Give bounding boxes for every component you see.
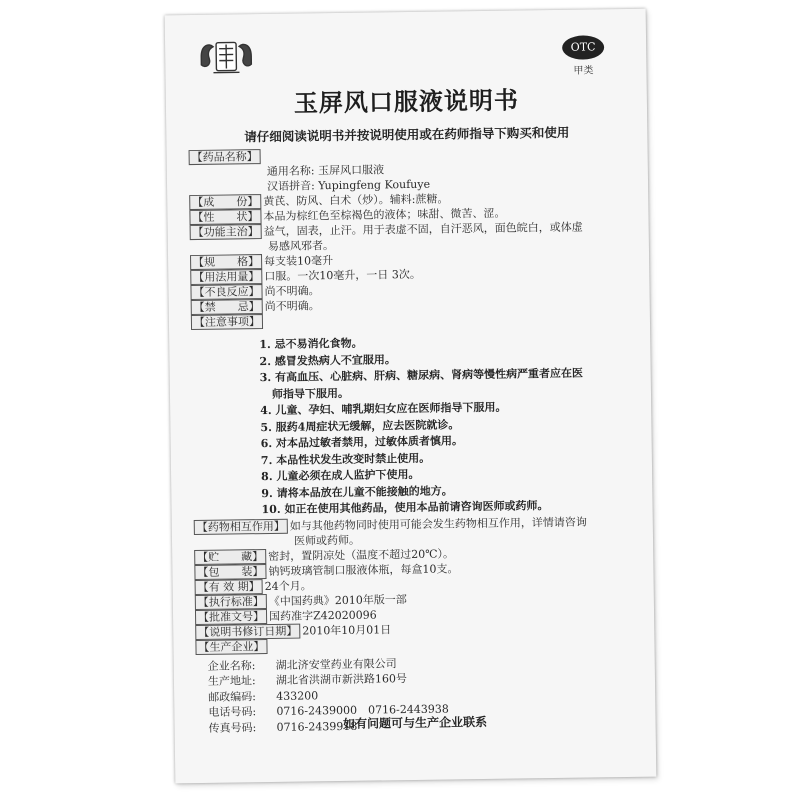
revision-value: 2010年10月01日 <box>302 622 392 638</box>
storage-value: 密封，置阴凉处（温度不超过20℃）。 <box>268 546 455 563</box>
indications-value-cont: 易感风邪者。 <box>267 239 334 253</box>
document-title: 玉屏风口服液说明书 <box>293 85 520 118</box>
interactions-label: 【药物相互作用】 <box>194 518 288 534</box>
address-row: 生产地址: 湖北省洪湖市新洪路160号 <box>207 672 408 688</box>
notes-list <box>191 332 633 520</box>
leaflet-body <box>189 144 637 736</box>
adverse-label: 【不良反应】 <box>190 284 262 300</box>
note-item: 10. 如正在使用其他药品，使用本品前请咨询医师或药师。 <box>261 499 549 517</box>
indications-label: 【功能主治】 <box>190 224 262 240</box>
otc-badge <box>560 35 607 77</box>
otc-class-label: 甲类 <box>573 65 594 77</box>
spec-value: 每支装10毫升 <box>264 254 334 269</box>
note-item: 5. 服药4周症状无缓解，应去医院就诊。 <box>260 417 460 434</box>
note-item: 3. 有高血压、心脏病、肝病、糖尿病、肾病等慢性病严重者应在医 <box>259 366 584 385</box>
note-item-cont: 师指导下服用。 <box>271 386 350 401</box>
note-item: 2. 感冒发热病人不宜服用。 <box>259 352 396 368</box>
package-value: 钠钙玻璃管制口服液体瓶，每盒10支。 <box>268 561 459 578</box>
manufacturer-label: 【生产企业】 <box>195 639 267 655</box>
company-name-row: 企业名称: 湖北济安堂药业有限公司 <box>207 656 397 673</box>
ingredients-label: 【 成 份 】 <box>189 194 261 210</box>
otc-mark: OTC <box>562 35 604 60</box>
interactions-value: 如与其他药物同时使用可能会发生药物相互作用，详情请咨询 <box>289 515 587 533</box>
contraindications-label: 【 禁 忌 】 <box>191 299 263 315</box>
adverse-value: 尚不明确。 <box>264 284 320 299</box>
phone-row: 电话号码: 0716-2439000 0716-2443938 <box>208 702 449 719</box>
indications-value: 益气，固表，止汗。用于表虚不固，自汗恶风，面色皖白，或体虚 <box>263 220 583 239</box>
revision-label: 【说明书修订日期】 <box>195 623 300 639</box>
pinyin-name: 汉语拼音: Yupingfeng Koufuye <box>266 177 431 193</box>
footer-contact-note: 如有问题可与生产企业联系 <box>342 714 488 731</box>
ingredients-value: 黄芪、防风、白术（炒）。辅料:蔗糖。 <box>263 192 449 209</box>
interactions-value-cont: 医师或药师。 <box>293 533 361 548</box>
note-item: 8. 儿童必须在成人监护下使用。 <box>261 467 420 484</box>
generic-name: 通用名称: 玉屏风口服液 <box>266 163 385 178</box>
note-item: 6. 对本品过敏者禁用，过敏体质者慎用。 <box>260 434 464 451</box>
document-subtitle: 请仔细阅读说明书并按说明使用或在药师指导下购买和使用 <box>244 124 570 145</box>
postcode-row: 邮政编码: 433200 <box>208 688 319 704</box>
instruction-leaflet <box>165 9 657 784</box>
storage-label: 【 贮 藏 】 <box>194 549 266 565</box>
properties-label: 【 性 状 】 <box>189 209 261 225</box>
note-item: 1. 忌不易消化食物。 <box>259 336 363 352</box>
dosage-value: 口服。一次10毫升，一日 3次。 <box>264 267 421 284</box>
dosage-label: 【用法用量】 <box>190 269 262 285</box>
note-item: 7. 本品性状发生改变时禁止使用。 <box>260 451 431 467</box>
standard-value: 《中国药典》2010年版一部 <box>268 592 407 608</box>
contraindications-value: 尚不明确。 <box>264 299 320 314</box>
note-item: 9. 请将本品放在儿童不能接触的地方。 <box>261 483 453 500</box>
properties-value: 本品为棕红色至棕褐色的液体；味甜、微苦、涩。 <box>263 206 506 224</box>
spec-label: 【 规 格 】 <box>190 254 262 270</box>
notes-label: 【注意事项】 <box>191 314 263 330</box>
approval-label: 【批准文号】 <box>195 609 267 625</box>
validity-value: 24个月。 <box>264 578 312 593</box>
standard-label: 【执行标准】 <box>195 594 267 610</box>
validity-label: 【有 效 期】 <box>195 579 263 595</box>
brand-logo <box>197 36 256 77</box>
package-label: 【 包 装 】 <box>194 564 266 580</box>
drug-name-label: 【药品名称】 <box>189 149 261 165</box>
note-item: 4. 儿童、孕妇、哺乳期妇女应在医师指导下服用。 <box>260 400 507 418</box>
fax-row: 传真号码: 0716-2439918 <box>208 719 358 735</box>
approval-value: 国药准字Z42020096 <box>268 607 377 623</box>
